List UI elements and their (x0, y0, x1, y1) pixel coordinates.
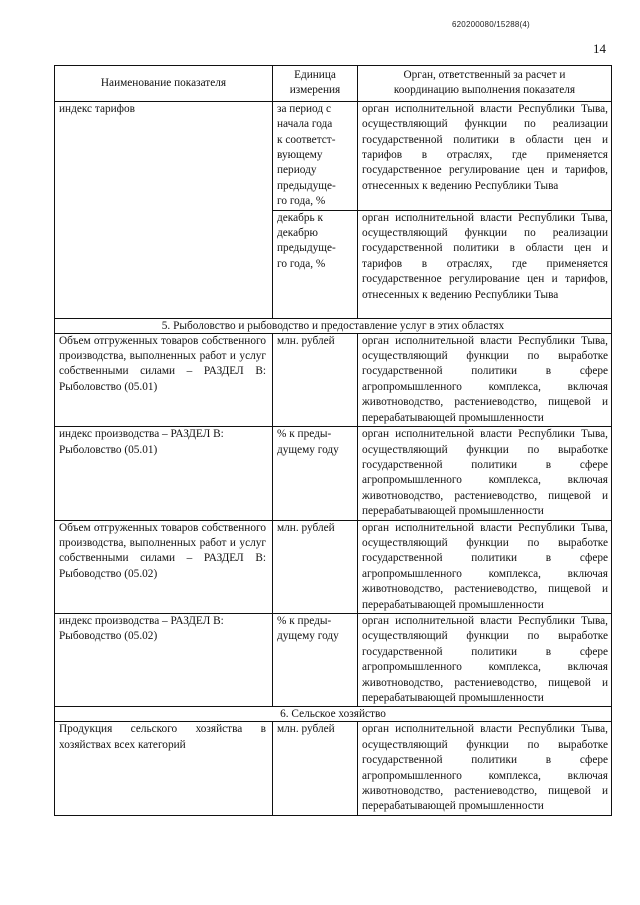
responsible-org: орган исполнительной власти Республики Тыва, осуществляющий функции по выработке государственной политики в сфере агропромышленного комплекса, включая животноводство, растениеводство, пищевой и перерабатывающей промышленности (358, 613, 612, 706)
responsible-org: орган исполнительной власти Республики Тыва, осуществляющий функции по выработке государственной политики в сфере агропромышленного комплекса, включая животноводство, растениеводство, пищевой и перерабатывающей промышленности (358, 427, 612, 520)
indicator-unit: декабрь к декабрю предыдуще- го года, % (273, 210, 358, 318)
indicator-name: Объем отгруженных товаров собственного производства, выполненных работ и услуг собственными силами – РАЗДЕЛ В: Рыбоводство (05.02) (55, 520, 273, 613)
table-row (55, 333, 612, 426)
section-heading-row (55, 318, 612, 333)
indicator-unit: млн. рублей (273, 333, 358, 426)
column-header-org: Орган, ответственный за расчет и координацию выполнения показателя (358, 66, 612, 102)
indicator-unit: за период с начала года к соответст- вующему периоду предыдуще- го года, % (273, 101, 358, 210)
indicators-table (54, 65, 612, 816)
section-heading-row (55, 707, 612, 722)
table-row (55, 520, 612, 613)
table-row (55, 722, 612, 815)
indicator-name: Объем отгруженных товаров собственного производства, выполненных работ и услуг собственными силами – РАЗДЕЛ В: Рыболовство (05.01) (55, 333, 273, 426)
column-header-unit: Единица измерения (273, 66, 358, 102)
table-row (55, 101, 612, 210)
table-row (55, 427, 612, 520)
page-number: 14 (593, 41, 606, 56)
table-header-row (55, 66, 612, 102)
responsible-org: орган исполнительной власти Республики Тыва, осуществляющий функции по выработке государственной политики в сфере агропромышленного комплекса, включая животноводство, растениеводство, пищевой и перерабатывающей промышленности (358, 333, 612, 426)
section-title: 6. Сельское хозяйство (55, 707, 612, 722)
document-number: 620200080/15288(4) (452, 20, 530, 29)
indicator-name: индекс производства – РАЗДЕЛ В: Рыболовство (05.01) (55, 427, 273, 520)
responsible-org: орган исполнительной власти Республики Тыва, осуществляющий функции по выработке государственной политики в сфере агропромышленного комплекса, включая животноводство, растениеводство, пищевой и перерабатывающей промышленности (358, 520, 612, 613)
indicator-unit: млн. рублей (273, 722, 358, 815)
indicator-name: индекс тарифов (55, 101, 273, 318)
column-header-name: Наименование показателя (55, 66, 273, 102)
indicator-unit: млн. рублей (273, 520, 358, 613)
responsible-org: орган исполнительной власти Республики Тыва, осуществляющий функции по реализации государственной политики в области цен и тарифов в отраслях, где применяется государственное регулирование цен и тарифов, отнесенных к ведению Республики Тыва (358, 101, 612, 210)
section-title: 5. Рыболовство и рыбоводство и предоставление услуг в этих областях (55, 318, 612, 333)
indicator-unit: % к преды- дущему году (273, 613, 358, 706)
indicator-name: Продукция сельского хозяйства в хозяйствах всех категорий (55, 722, 273, 815)
table-row (55, 613, 612, 706)
responsible-org: орган исполнительной власти Республики Тыва, осуществляющий функции по реализации государственной политики в области цен и тарифов в отраслях, где применяется государственное регулирование цен и тарифов, отнесенных к ведению Республики Тыва (358, 210, 612, 318)
indicator-name: индекс производства – РАЗДЕЛ В: Рыбоводство (05.02) (55, 613, 273, 706)
responsible-org: орган исполнительной власти Республики Тыва, осуществляющий функции по выработке государственной политики в сфере агропромышленного комплекса, включая животноводство, растениеводство, пищевой и перерабатывающей промышленности (358, 722, 612, 815)
indicator-unit: % к преды- дущему году (273, 427, 358, 520)
